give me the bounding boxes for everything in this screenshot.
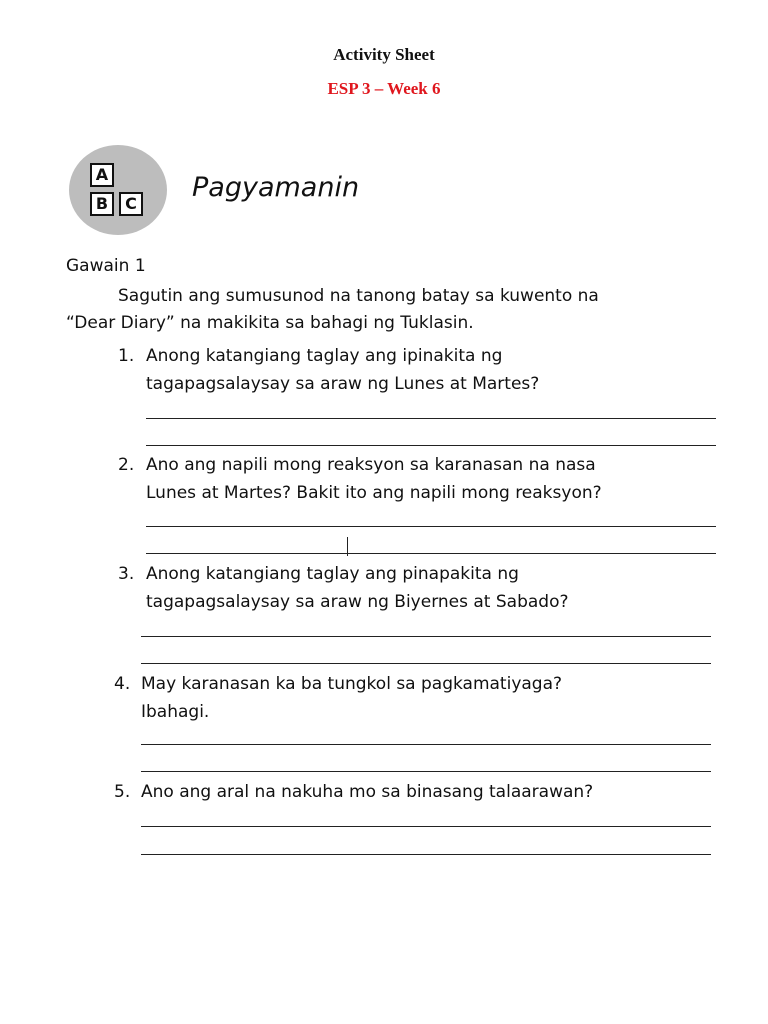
- sheet-title: Activity Sheet: [333, 45, 435, 64]
- question-4-line-1: May karanasan ka ba tungkol sa pagkamatiyaga?: [141, 674, 563, 694]
- question-4-number: 4.: [114, 674, 131, 694]
- sheet-subtitle: ESP 3 – Week 6: [327, 79, 441, 98]
- answer-line-5a[interactable]: [141, 826, 711, 827]
- instruction-line-2: “Dear Diary” na makikita sa bahagi ng Tuklasin.: [66, 313, 474, 333]
- question-5-number: 5.: [114, 782, 131, 802]
- answer-line-1b[interactable]: [146, 445, 716, 446]
- answer-line-3a[interactable]: [141, 636, 711, 637]
- question-4-line-2: Ibahagi.: [141, 702, 210, 722]
- block-b: B: [90, 192, 114, 216]
- text-cursor: [347, 537, 348, 556]
- question-2-number: 2.: [118, 455, 135, 475]
- block-c: C: [119, 192, 143, 216]
- question-3-line-2: tagapagsalaysay sa araw ng Biyernes at Sabado?: [146, 592, 569, 612]
- question-1-number: 1.: [118, 346, 135, 366]
- instruction-line-1: Sagutin ang sumusunod na tanong batay sa kuwento na: [118, 286, 599, 306]
- question-2-line-2: Lunes at Martes? Bakit ito ang napili mong reaksyon?: [146, 483, 602, 503]
- abc-blocks-icon: [69, 145, 167, 235]
- answer-line-4b[interactable]: [141, 771, 711, 772]
- question-5-line-1: Ano ang aral na nakuha mo sa binasang talaarawan?: [141, 782, 594, 802]
- question-3-number: 3.: [118, 564, 135, 584]
- answer-line-3b[interactable]: [141, 663, 711, 664]
- activity-label: Gawain 1: [66, 256, 146, 276]
- answer-line-2a[interactable]: [146, 526, 716, 527]
- answer-line-1a[interactable]: [146, 418, 716, 419]
- question-3-line-1: Anong katangiang taglay ang pinapakita ng: [146, 564, 519, 584]
- question-1-line-1: Anong katangiang taglay ang ipinakita ng: [146, 346, 503, 366]
- answer-line-4a[interactable]: [141, 744, 711, 745]
- answer-line-2b[interactable]: [146, 553, 716, 554]
- block-a: A: [90, 163, 114, 187]
- question-1-line-2: tagapagsalaysay sa araw ng Lunes at Martes?: [146, 374, 540, 394]
- answer-line-5b[interactable]: [141, 854, 711, 855]
- section-title: Pagyamanin: [192, 172, 360, 203]
- question-2-line-1: Ano ang napili mong reaksyon sa karanasan na nasa: [146, 455, 596, 475]
